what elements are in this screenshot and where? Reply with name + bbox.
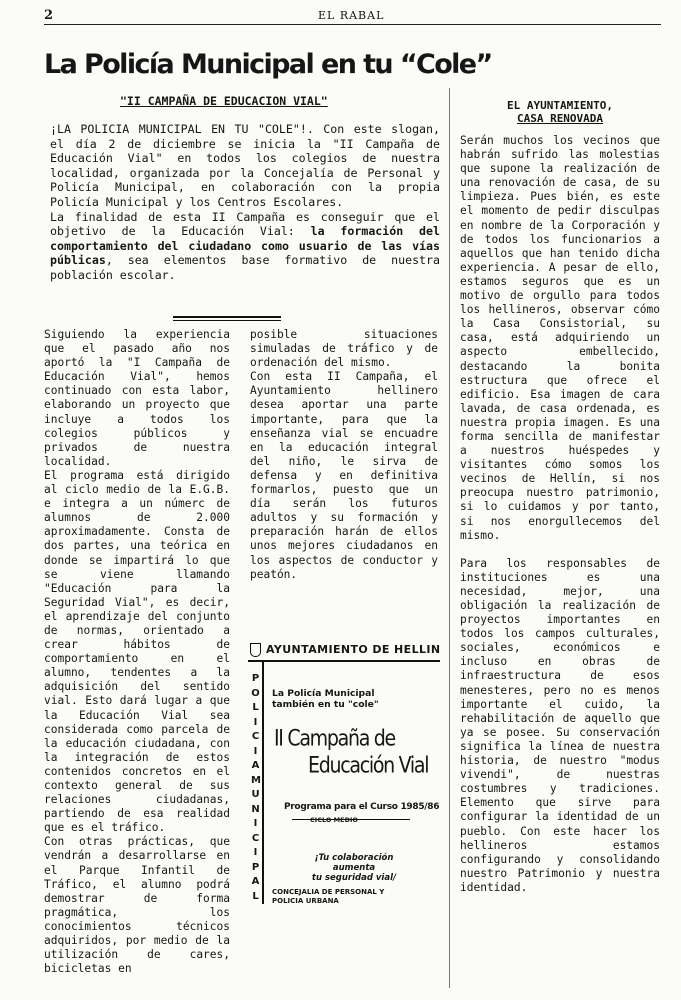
column1-paragraph: Siguiendo la experiencia que el pasado año nos aportó la "I Campaña de Educación Vial", hemos continuado con esta labor, elaborando un proyecto que incluye a todos los colegios públicos y privados de nuestra localidad.: [44, 328, 230, 468]
sidebar-title: [460, 99, 660, 125]
sidebar-paragraph: Para los responsables de instituciones es una necesidad, mejor, una obligación la realización de proyectos importantes en todos los campos culturales, sociales, económicos e incluso en obras de infraestructura de esos menesteres, pero no es menos importante el cuido, la rehabilitación de aquello que ya se posee. Su conservación significa la línea de nuestra historia, de nuestro "modus vivendi", de nuestras costumbres y tradiciones. Elemento que sirve para configurar la identidad de un pueblo. Con este hacer los hellineros estamos configurando y consolidando nuestro Patrimonio y nuestra identidad.: [460, 556, 660, 894]
article-headline: La Policía Municipal en tu “Cole”: [44, 49, 492, 80]
column2-paragraph: Con esta II Campaña, el Ayuntamiento hellinero desea aportar una parte importante, para que la enseñanza vial se encuadre en la educación integral del niño, le sirva de defensa y en definitiva formarlos, puesto que un día serán los futuros adultos y su formación y preparación harán de ellos unos mejores ciudadanos en los aspectos de conductor y peatón.: [250, 370, 438, 581]
poster-program: Programa para el Curso 1985/86: [284, 802, 440, 812]
column1-paragraph: El programa está dirigido al ciclo medio de la E.G.B. e integra a un númerc de alumnos de 2.000 aproximadamente. Consta de dos partes, una teórica en donde se impartirá lo que se viene llamando "Educación para la Seguridad Vial", es decir, el aprendizaje del conjunto de normas, orientado a crear hábitos de comportamiento en el alumno, tendentes a la adquisición del sentido vial. Esto dará lugar a que la Educación Vial sea considerada como parcela de la educación ciudadana, con la integración de estos contenidos concretos en el contexto general de sus relaciones ciudadanas, partiendo de esa realidad que es el tráfico.: [44, 468, 230, 835]
vertical-letter: I: [253, 818, 258, 829]
poster-vertical-band: [248, 662, 264, 904]
vertical-letter: I: [253, 847, 258, 858]
campaign-poster: [248, 640, 440, 910]
vertical-letter: C: [251, 731, 260, 742]
vertical-letter: O: [251, 687, 260, 699]
poster-slogan-line: tu seguridad vial/: [311, 873, 397, 883]
vertical-letter: A: [251, 876, 260, 887]
sidebar-title-line: CASA RENOVADA: [516, 112, 604, 125]
poster-header: [248, 640, 440, 662]
sidebar-title-line: EL AYUNTAMIENTO,: [507, 99, 613, 112]
poster-footer-line: CONCEJALIA DE PERSONAL Y: [272, 888, 385, 896]
vertical-letters: [251, 672, 260, 904]
header-rule: [44, 24, 661, 25]
poster-footer-line: POLICIA URBANA: [272, 897, 339, 905]
coat-of-arms-icon: [250, 643, 261, 657]
vertical-letter: A: [251, 760, 260, 771]
vertical-letter: P: [251, 861, 260, 873]
sidebar-paragraph: Serán muchos los vecinos que habrán sufrido las molestias que supone la realización de una renovación de casa, de su limpieza. Pues bién, es este el momento de pedir disculpas en nombre de la Corporación y de todos los funcionarios a aquellos que han tenido dicha experiencia. A pesar de ello, estamos seguros que es un motivo de orgullo para todos los hellineros, observar cómo la Casa Consistorial, su casa, está adquiriendo un aspecto embellecido, destacando la bonita estructura que ofrece el edificio. Esa imagen de cara lavada, de casa ordenada, es nuestra propia imagen. Es una forma sencilla de manifestar a nuestros huéspedes y visitantes cómo somos los vecinos de Hellín, si nos preocupa nuestro patrimonio, si lo cuidamos y por tanto, si nos enorgullecemos del mismo.: [460, 134, 660, 542]
poster-slogan-line: ¡Tu colaboración: [314, 853, 394, 863]
lead-paragraph-1: ¡LA POLICIA MUNICIPAL EN TU "COLE"!. Con este slogan, el día 2 de diciembre se inicia la "II Campaña de Educación Vial" en todos los colegios de nuestra localidad, organizada por la Concejalía de Personal y Policía Municipal, en colaboración con la propia Policía Municipal y los Centros Escolares.: [50, 122, 440, 209]
sidebar-article: [460, 134, 660, 895]
article-column-1: [44, 328, 230, 976]
lead-text-start: La finalidad de esta II Campaña es conseguir que el objetivo de la Educación Vial:: [50, 209, 440, 239]
column2-paragraph: posible situaciones simuladas de tráfico y de ordenación del mismo.: [250, 328, 438, 370]
poster-title-line-2: Educación Vial: [308, 753, 429, 779]
vertical-letter: I: [253, 745, 258, 757]
vertical-letter: C: [251, 832, 260, 844]
poster-intro: [272, 688, 432, 710]
publication-name: EL RABAL: [318, 9, 385, 22]
poster-title-line-1: II Campaña de: [274, 726, 395, 752]
poster-intro-line: también en tu "cole": [272, 699, 379, 710]
poster-slogan-line: aumenta: [332, 863, 376, 873]
vertical-letter: M: [251, 774, 261, 786]
poster-footer: [272, 888, 422, 906]
section-divider: [173, 316, 281, 321]
vertical-letter: I: [253, 716, 258, 728]
page-number: 2: [44, 8, 54, 23]
vertical-letter: L: [252, 890, 259, 902]
vertical-letter: L: [252, 702, 259, 713]
poster-header-text: AYUNTAMIENTO DE HELLIN: [266, 643, 441, 656]
vertical-letter: P: [251, 673, 260, 684]
poster-intro-line: La Policía Municipal: [272, 688, 375, 699]
lead-text-end: , sea elementos base formativo de nuestra población escolar.: [50, 253, 440, 282]
vertical-letter: U: [251, 789, 260, 800]
column1-paragraph: Con otras prácticas, que vendrán a desarrollarse en el Parque Infantil de Tráfico, el alumno podrá demostrar de forma pragmática, los conocimientos técnicos adquiridos, por medio de la utilización de cares, bicicletas en: [44, 835, 230, 976]
article-column-2: [250, 328, 438, 582]
column-rule: [449, 88, 450, 988]
lead-text-bold: la formación del comportamiento del ciudadano como usuario de las vías públicas: [50, 224, 440, 268]
poster-slogan: [294, 853, 414, 883]
lead-paragraph-2: [50, 210, 440, 283]
article-lead: [50, 122, 440, 283]
poster-cycle: CICLO MEDIO: [310, 816, 358, 824]
article-subtitle: "II CAMPAÑA DE EDUCACION VIAL": [120, 94, 328, 108]
vertical-letter: N: [251, 803, 260, 815]
